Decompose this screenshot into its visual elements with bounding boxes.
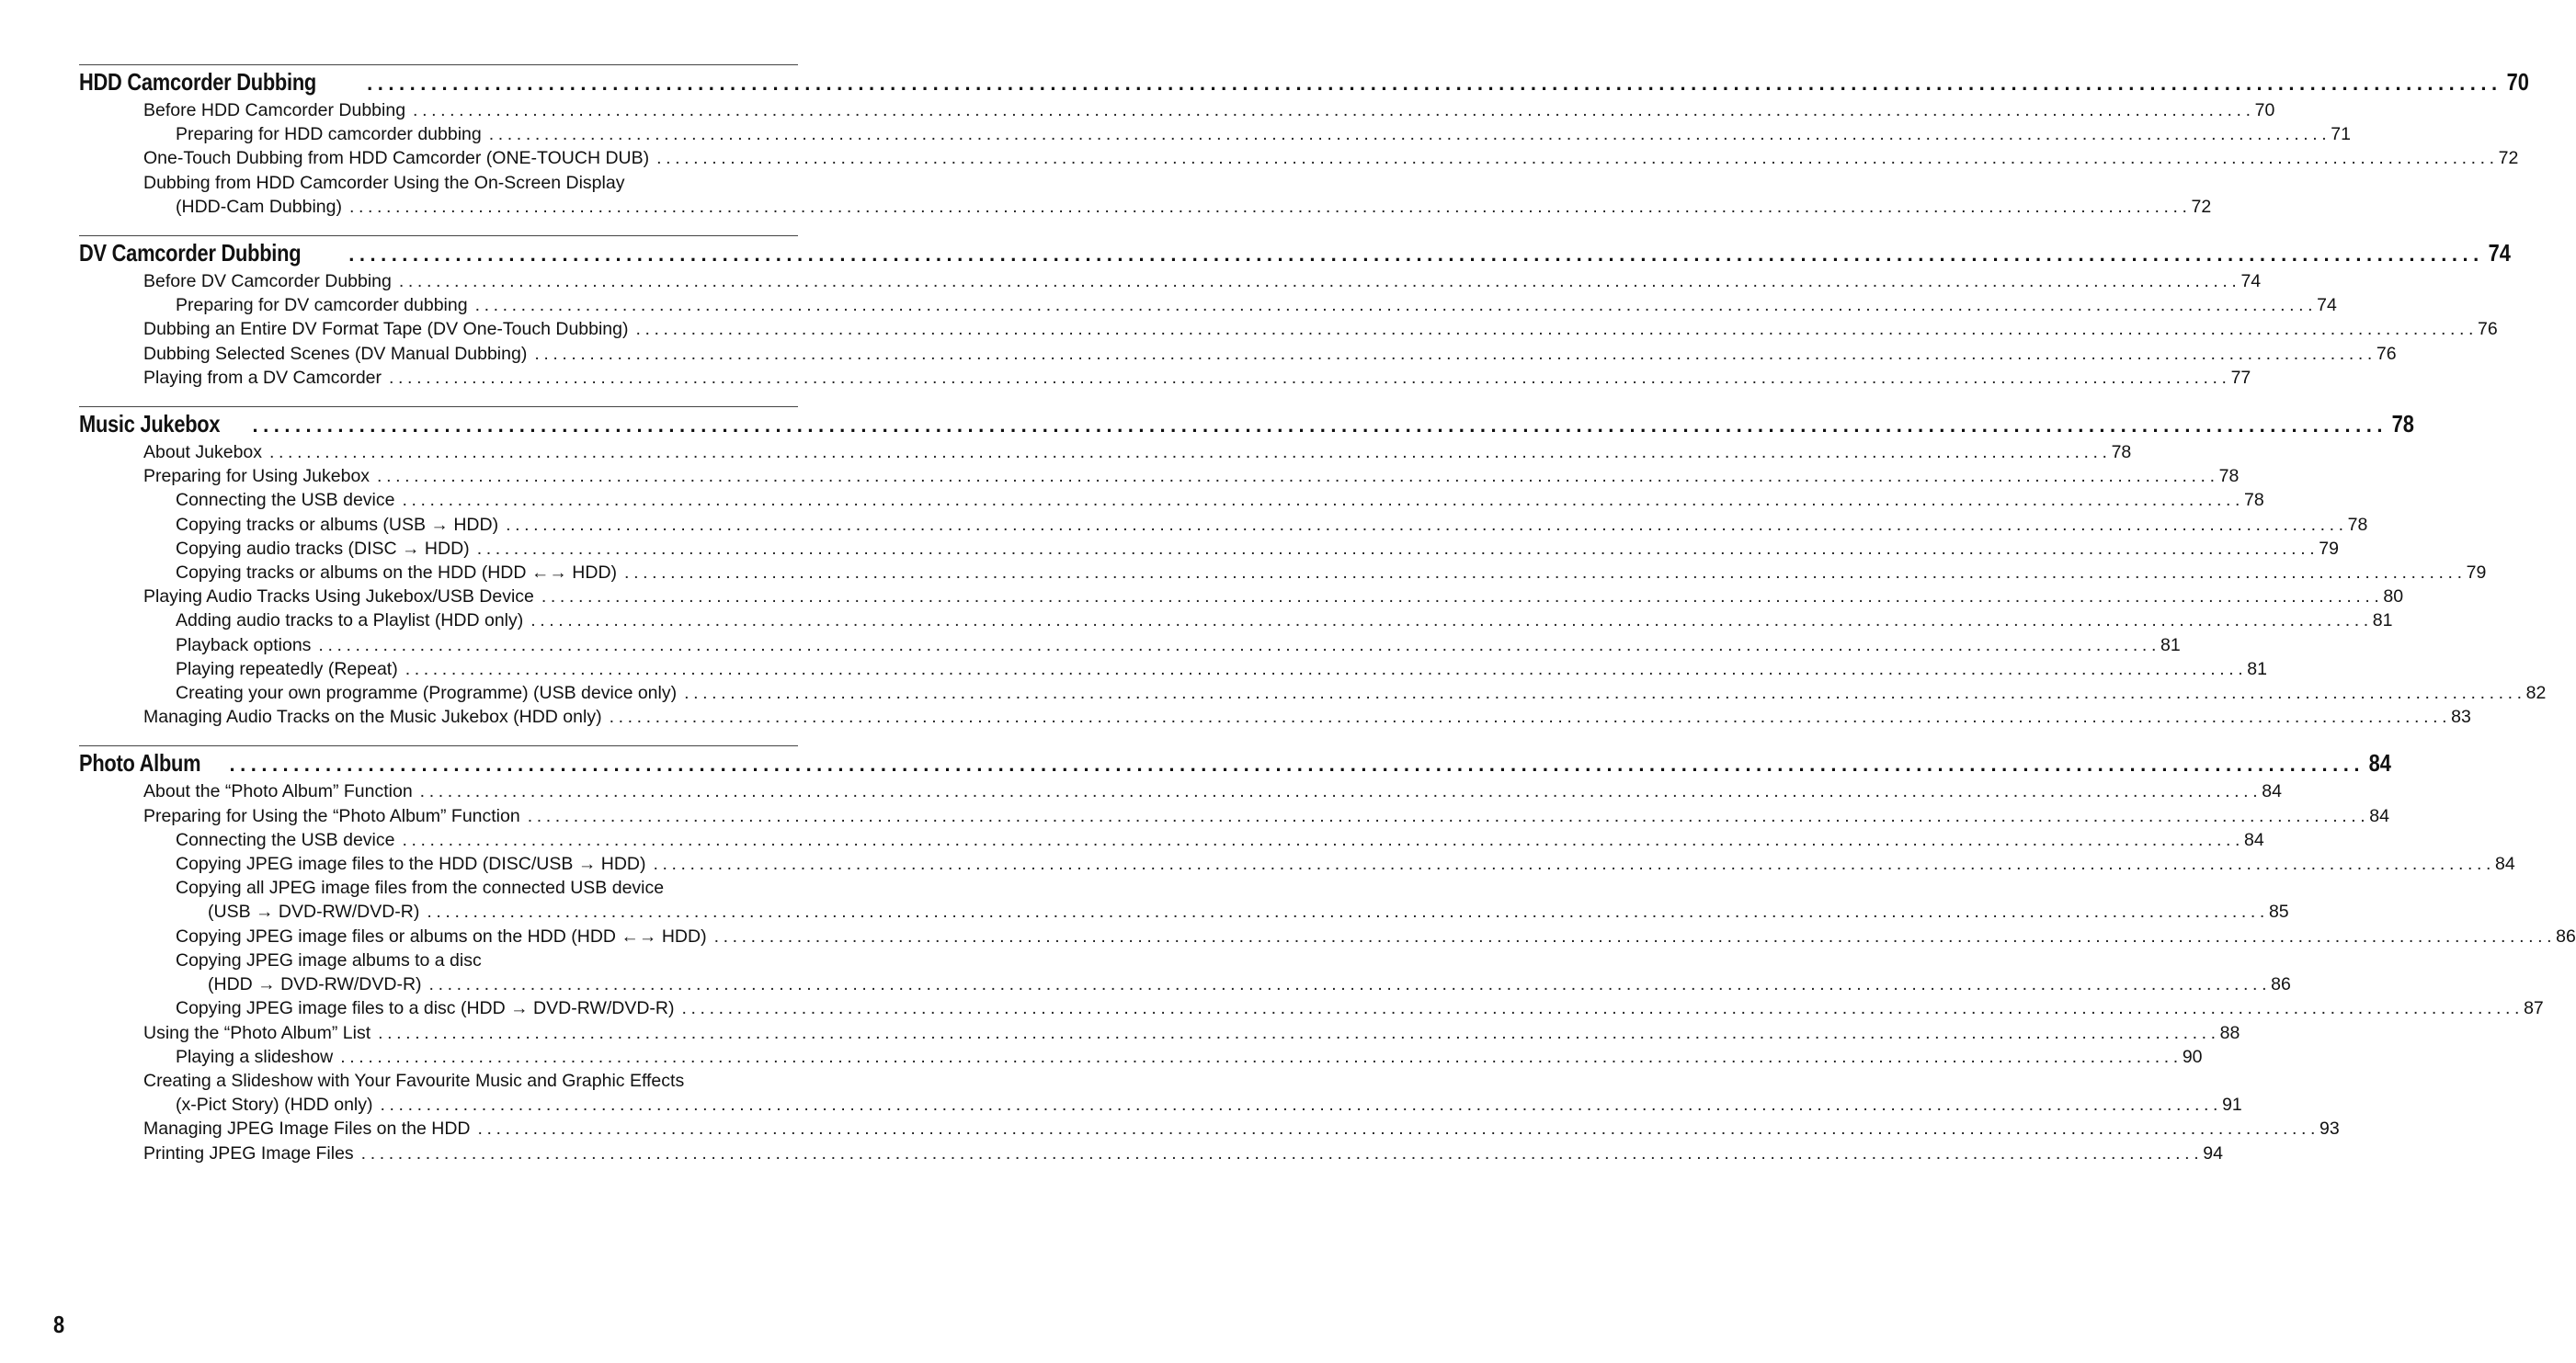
toc-entry[interactable]	[79, 779, 2282, 803]
entry-title: (x-Pict Story) (HDD only)	[176, 1095, 373, 1116]
entry-title: Copying tracks or albums (USB → HDD)	[176, 514, 499, 535]
dot-leader: ........................................................................................................................................................................................................	[609, 707, 2452, 728]
toc-entry[interactable]	[79, 293, 2337, 317]
entry-title: Copying tracks or albums on the HDD (HDD ←→ HDD)	[176, 562, 618, 584]
dot-leader: ........................................................................................................................................................................................................	[402, 490, 2245, 511]
dot-leader: ........................................................................................................................................................................................................	[367, 72, 2502, 95]
entry-title: Dubbing from HDD Camcorder Using the On-Screen Display	[143, 172, 625, 193]
entry-page: 81	[2160, 634, 2181, 655]
entry-title: Copying JPEG image files to a disc (HDD → DVD-RW/DVD-R)	[176, 998, 675, 1019]
section-page: 78	[2391, 410, 2414, 438]
toc-entry[interactable]	[79, 342, 2397, 366]
entry-page: 88	[2219, 1022, 2240, 1043]
toc-entry[interactable]	[79, 633, 2181, 657]
dot-leader: ........................................................................................................................................................................................................	[413, 100, 2255, 120]
entry-page: 86	[2556, 926, 2576, 947]
entry-page: 86	[2271, 974, 2291, 995]
dot-leader: ........................................................................................................................................................................................................	[405, 658, 2248, 679]
entry-page: 78	[2347, 514, 2368, 535]
entry-page: 79	[2466, 562, 2487, 584]
toc-entry[interactable]	[79, 657, 2267, 681]
toc-entry[interactable]	[79, 1021, 2240, 1045]
entry-title: About Jukebox	[143, 442, 263, 463]
dot-leader: ........................................................................................................................................................................................................	[378, 1022, 2220, 1043]
entry-title: Copying all JPEG image files from the connected USB device	[176, 878, 665, 899]
entry-title: Playing Audio Tracks Using Jukebox/USB Device	[143, 586, 534, 608]
dot-leader: ........................................................................................................................................................................................................	[527, 805, 2370, 826]
entry-page: 94	[2203, 1142, 2223, 1164]
dot-leader: ........................................................................................................................................................................................................	[476, 538, 2320, 559]
toc-entry[interactable]	[79, 1117, 2340, 1141]
dot-leader: ........................................................................................................................................................................................................	[656, 148, 2499, 169]
dot-leader: ........................................................................................................................................................................................................	[360, 1142, 2204, 1164]
entry-page: 72	[2498, 148, 2519, 169]
toc-section	[79, 406, 2547, 729]
entry-title: Connecting the USB device	[176, 490, 395, 511]
entry-title: Dubbing an Entire DV Format Tape (DV One-Touch Dubbing)	[143, 319, 629, 340]
dot-leader: ........................................................................................................................................................................................................	[635, 319, 2479, 340]
entry-title: Copying audio tracks (DISC → HDD)	[176, 538, 470, 559]
dot-leader: ........................................................................................................................................................................................................	[229, 753, 2365, 777]
toc-entry[interactable]	[79, 925, 2576, 948]
entry-title: Managing Audio Tracks on the Music Jukebox (HDD only)	[143, 707, 602, 728]
section-heading[interactable]	[79, 68, 2529, 98]
toc-entry[interactable]	[79, 948, 798, 972]
dot-leader: ........................................................................................................................................................................................................	[713, 926, 2557, 947]
dot-leader: ........................................................................................................................................................................................................	[269, 442, 2112, 463]
section-title: DV Camcorder Dubbing	[79, 239, 302, 267]
entry-page: 85	[2268, 902, 2289, 923]
entry-page: 93	[2320, 1119, 2340, 1140]
entry-title: Playing from a DV Camcorder	[143, 367, 382, 388]
toc-entry[interactable]	[79, 972, 2291, 996]
dot-leader: ........................................................................................................................................................................................................	[534, 343, 2377, 364]
toc-entry[interactable]	[79, 804, 2389, 828]
dot-leader: ........................................................................................................................................................................................................	[541, 586, 2384, 608]
entry-title: Before HDD Camcorder Dubbing	[143, 100, 406, 120]
entry-page: 77	[2230, 367, 2251, 388]
toc-entry[interactable]	[79, 366, 2251, 390]
entry-page: 78	[2218, 466, 2240, 487]
entry-title: Adding audio tracks to a Playlist (HDD only)	[176, 610, 524, 631]
entry-page: 76	[2478, 319, 2498, 340]
toc-entry[interactable]	[79, 1045, 2203, 1069]
dot-leader: ........................................................................................................................................................................................................	[530, 610, 2373, 631]
toc-entry[interactable]	[79, 1069, 798, 1093]
entry-page: 91	[2222, 1095, 2242, 1116]
toc-entry[interactable]	[79, 852, 2515, 876]
entry-title: (USB → DVD-RW/DVD-R)	[208, 902, 420, 923]
dot-leader: ........................................................................................................................................................................................................	[377, 466, 2219, 487]
entry-page: 87	[2524, 998, 2544, 1019]
toc-entry[interactable]	[79, 681, 2547, 705]
toc-entry[interactable]	[79, 705, 2471, 729]
entry-title: Copying JPEG image files to the HDD (DISC/USB → HDD)	[176, 854, 646, 875]
dot-leader: ........................................................................................................................................................................................................	[684, 683, 2526, 704]
dot-leader: ........................................................................................................................................................................................................	[474, 295, 2318, 316]
toc-entry[interactable]	[79, 146, 2519, 170]
toc-entry[interactable]	[79, 537, 2339, 561]
dot-leader: ........................................................................................................................................................................................................	[477, 1119, 2320, 1140]
section-title: Music Jukebox	[79, 410, 221, 438]
dot-leader: ........................................................................................................................................................................................................	[348, 196, 2192, 217]
entry-title: Preparing for Using Jukebox	[143, 466, 370, 487]
toc-entry[interactable]	[79, 585, 2404, 608]
dot-leader: ........................................................................................................................................................................................................	[348, 243, 2484, 267]
toc-section	[79, 745, 2576, 1164]
entry-page: 82	[2525, 683, 2547, 704]
section-title: HDD Camcorder Dubbing	[79, 68, 317, 96]
entry-title: Playing repeatedly (Repeat)	[176, 658, 398, 679]
section-title: Photo Album	[79, 749, 201, 778]
section-page: 70	[2506, 68, 2529, 96]
entry-title: Playing a slideshow	[176, 1046, 334, 1067]
toc-entry[interactable]	[79, 608, 2393, 632]
page-number: 8	[53, 1311, 65, 1338]
entry-title: Copying JPEG image files or albums on the HDD (HDD ←→ HDD)	[176, 926, 707, 947]
toc-entry[interactable]	[79, 561, 2487, 585]
dot-leader: ........................................................................................................................................................................................................	[506, 514, 2348, 535]
entry-title: Managing JPEG Image Files on the HDD	[143, 1119, 471, 1140]
toc-entry[interactable]	[79, 513, 2368, 537]
dot-leader: ........................................................................................................................................................................................................	[398, 271, 2241, 292]
toc-section	[79, 235, 2511, 390]
section-heading[interactable]	[79, 239, 2511, 269]
entry-page: 70	[2254, 100, 2275, 120]
toc-entry[interactable]	[79, 1093, 2242, 1117]
entry-page: 84	[2495, 854, 2515, 875]
toc-entry[interactable]	[79, 171, 798, 195]
dot-leader: ........................................................................................................................................................................................................	[389, 367, 2231, 388]
entry-page: 80	[2383, 586, 2404, 608]
dot-leader: ........................................................................................................................................................................................................	[681, 998, 2525, 1019]
entry-page: 74	[2240, 271, 2262, 292]
entry-page: 84	[2244, 829, 2264, 850]
entry-page: 79	[2319, 538, 2339, 559]
entry-title: Dubbing Selected Scenes (DV Manual Dubbing)	[143, 343, 528, 364]
entry-title: Copying JPEG image albums to a disc	[176, 949, 482, 971]
entry-title: Before DV Camcorder Dubbing	[143, 271, 392, 292]
entry-title: (HDD-Cam Dubbing)	[176, 196, 342, 217]
entry-page: 78	[2244, 490, 2264, 511]
entry-title: Playback options	[176, 634, 312, 655]
dot-leader: ........................................................................................................................................................................................................	[653, 854, 2496, 875]
entry-title: One-Touch Dubbing from HDD Camcorder (ONE-TOUCH DUB)	[143, 148, 650, 169]
entry-title: Using the “Photo Album” List	[143, 1022, 371, 1043]
entry-page: 81	[2372, 610, 2393, 631]
toc-entry[interactable]	[79, 828, 2264, 852]
toc-entry[interactable]	[79, 122, 2351, 146]
dot-leader: ........................................................................................................................................................................................................	[318, 634, 2160, 655]
dot-leader: ........................................................................................................................................................................................................	[252, 414, 2388, 437]
toc-section	[79, 64, 2529, 219]
dot-leader: ........................................................................................................................................................................................................	[428, 974, 2272, 995]
toc-entry[interactable]	[79, 317, 2498, 341]
dot-leader: ........................................................................................................................................................................................................	[340, 1046, 2183, 1067]
entry-page: 74	[2317, 295, 2337, 316]
section-page: 84	[2368, 749, 2391, 778]
dot-leader: ........................................................................................................................................................................................................	[402, 829, 2245, 850]
entry-page: 83	[2451, 707, 2471, 728]
toc-entry[interactable]	[79, 464, 2240, 488]
entry-page: 90	[2182, 1046, 2203, 1067]
entry-title: Printing JPEG Image Files	[143, 1142, 354, 1164]
entry-page: 76	[2376, 343, 2397, 364]
toc-entry[interactable]	[79, 269, 2262, 293]
entry-title: Connecting the USB device	[176, 829, 395, 850]
toc-entry[interactable]	[79, 1142, 2223, 1165]
toc-entry[interactable]	[79, 900, 2289, 924]
toc-entry[interactable]	[79, 195, 2212, 219]
dot-leader: ........................................................................................................................................................................................................	[380, 1095, 2223, 1116]
entry-title: (HDD → DVD-RW/DVD-R)	[208, 974, 422, 995]
section-heading[interactable]	[79, 749, 2391, 779]
entry-page: 78	[2111, 442, 2132, 463]
dot-leader: ........................................................................................................................................................................................................	[427, 902, 2269, 923]
dot-leader: ........................................................................................................................................................................................................	[624, 562, 2467, 584]
entry-page: 84	[2369, 805, 2389, 826]
toc-entry[interactable]	[79, 488, 2264, 512]
toc-entry[interactable]	[79, 996, 2544, 1020]
toc-entry[interactable]	[79, 98, 2275, 122]
entry-page: 81	[2247, 658, 2267, 679]
table-of-contents	[79, 64, 2576, 1182]
toc-entry[interactable]	[79, 440, 2132, 464]
section-heading[interactable]	[79, 410, 2414, 440]
entry-title: Creating your own programme (Programme) (USB device only)	[176, 683, 678, 704]
section-page: 74	[2488, 239, 2511, 267]
entry-title: Preparing for HDD camcorder dubbing	[176, 124, 482, 145]
entry-page: 71	[2331, 124, 2351, 145]
entry-page: 72	[2191, 196, 2212, 217]
entry-title: Creating a Slideshow with Your Favourite Music and Graphic Effects	[143, 1070, 685, 1091]
entry-title: Preparing for DV camcorder dubbing	[176, 295, 468, 316]
entry-title: About the “Photo Album” Function	[143, 781, 413, 802]
toc-entry[interactable]	[79, 876, 798, 900]
dot-leader: ........................................................................................................................................................................................................	[419, 781, 2263, 802]
entry-page: 84	[2262, 781, 2282, 802]
entry-title: Preparing for Using the “Photo Album” Function	[143, 805, 520, 826]
dot-leader: ........................................................................................................................................................................................................	[488, 124, 2331, 145]
